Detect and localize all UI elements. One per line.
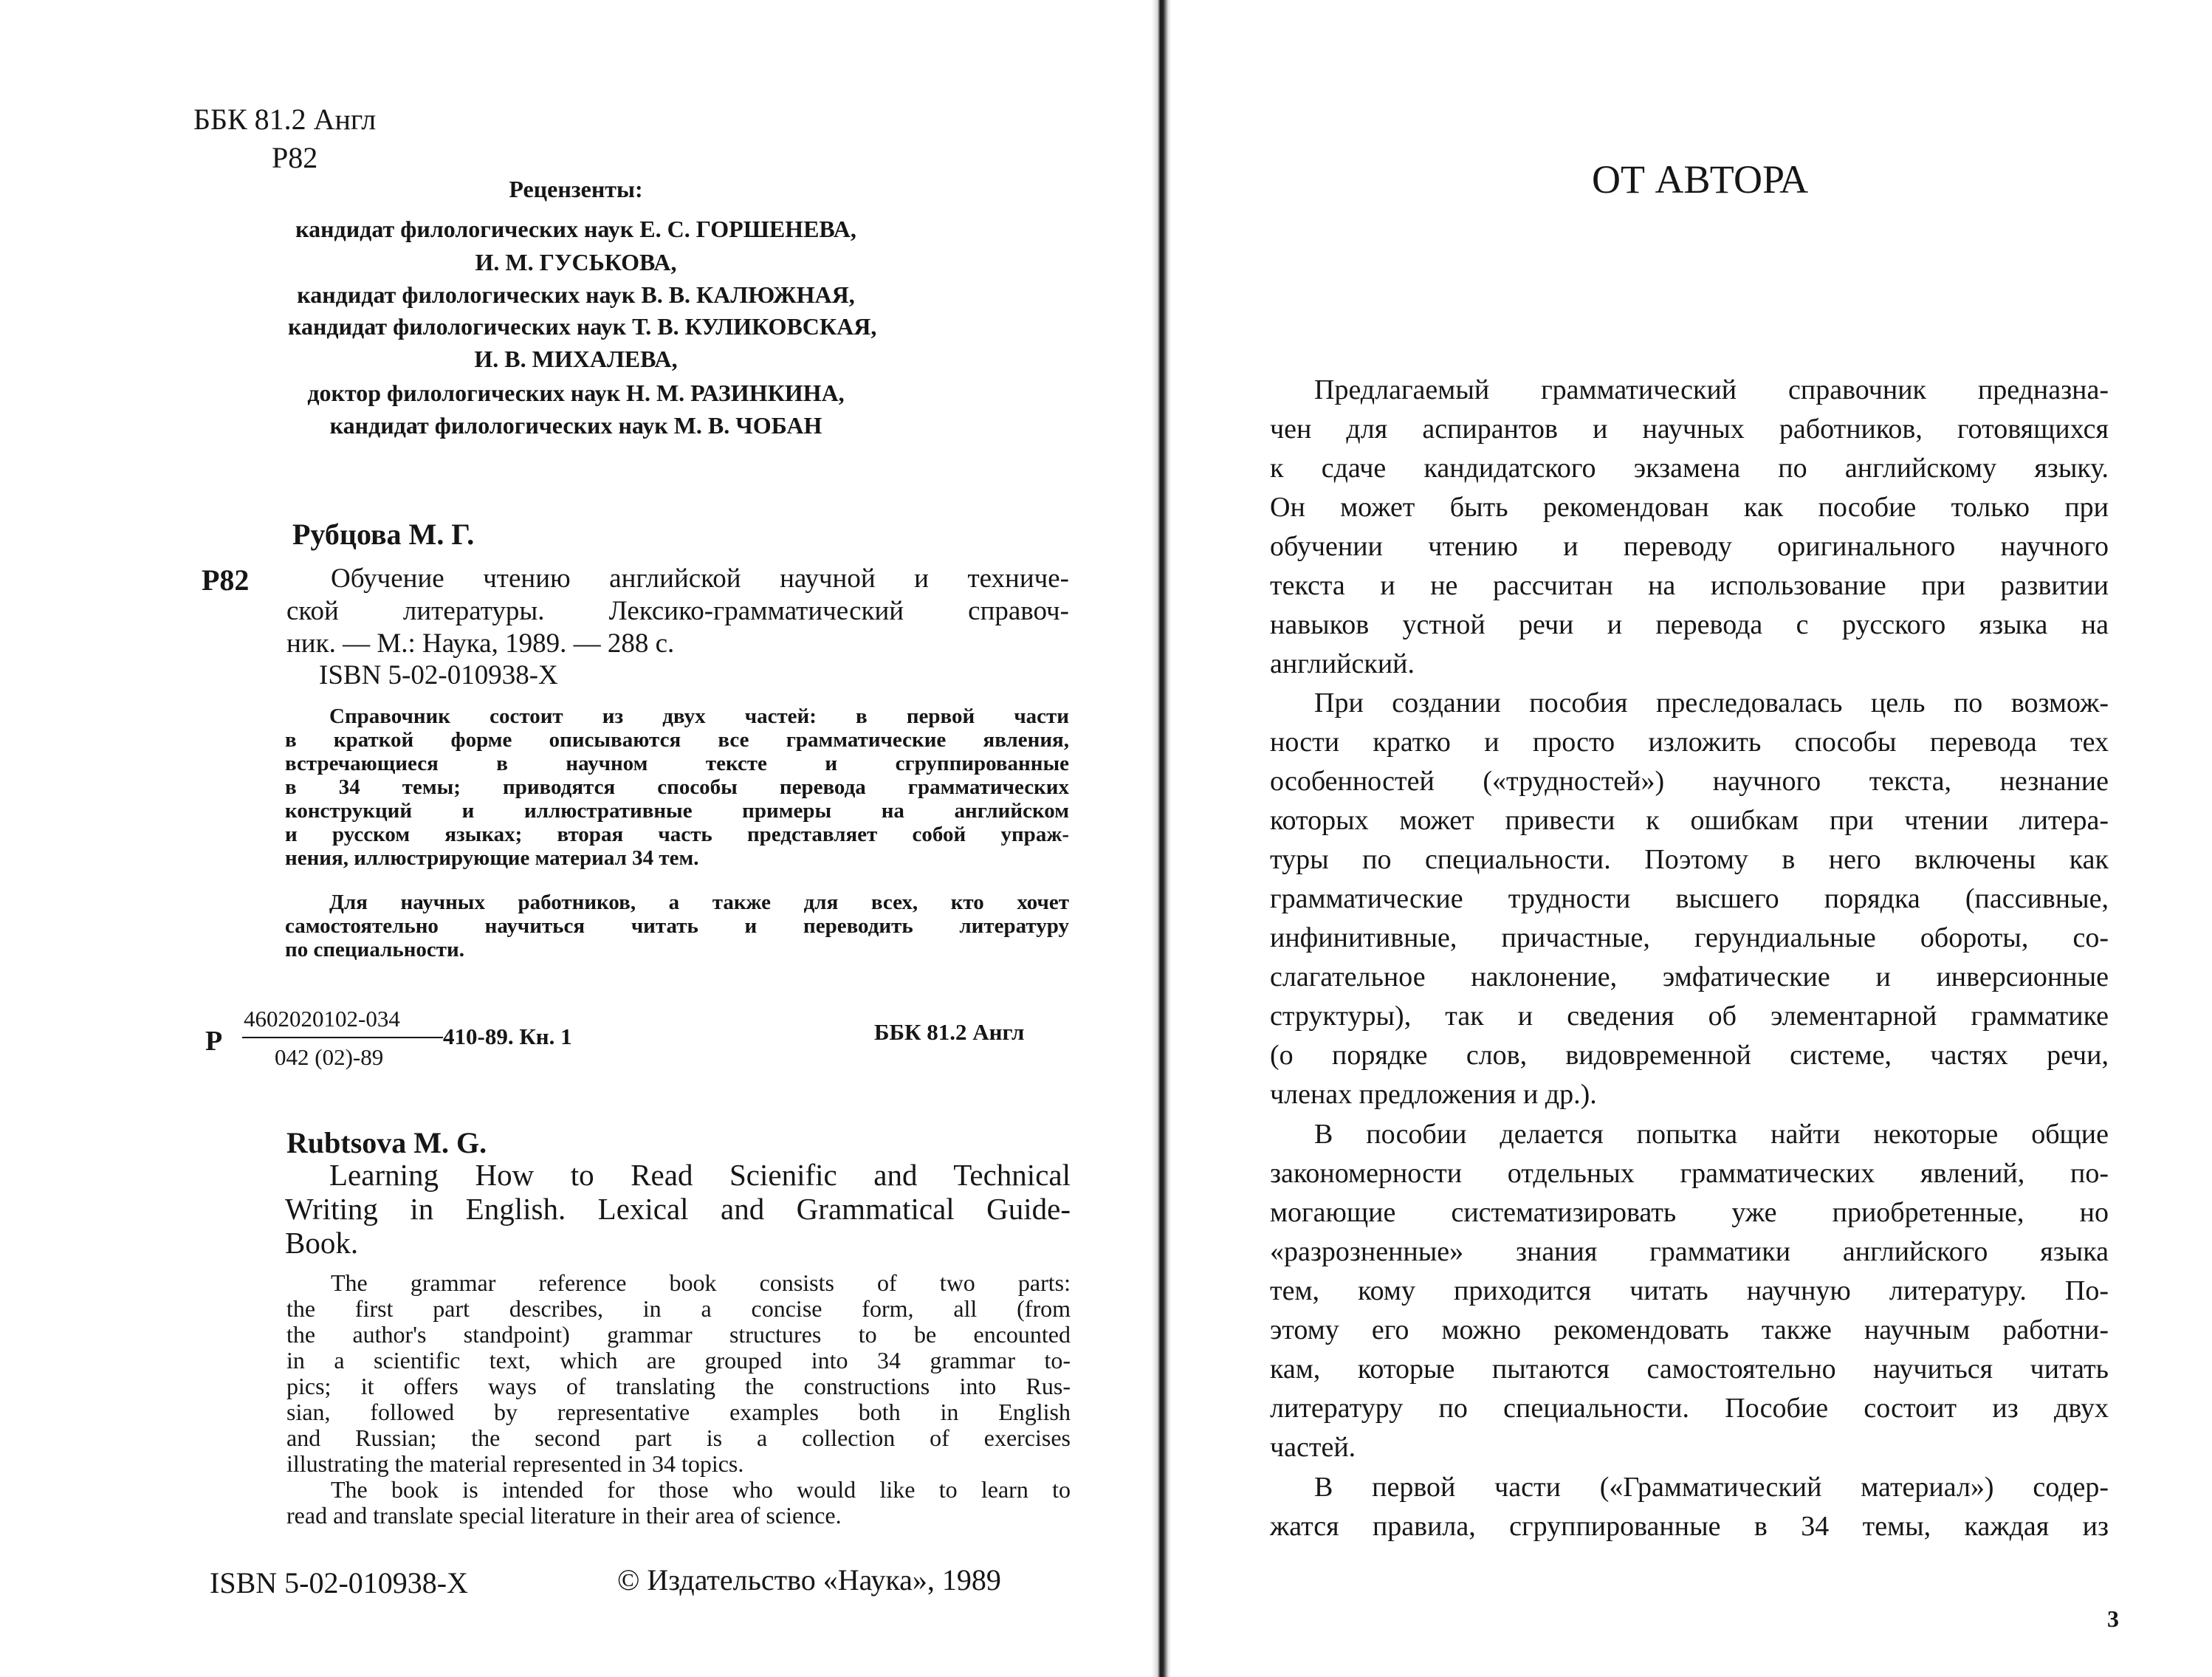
para-line: структуры), так и сведения об элементарной грамматике: [1270, 1001, 2109, 1032]
para-line: В первой части («Грамматический материал») содер-: [1314, 1472, 2109, 1503]
code-suffix: 410-89. Кн. 1: [443, 1023, 572, 1049]
para-line: слагательное наклонение, эмфатические и инверсионные: [1270, 961, 2109, 992]
reviewer-line: И. М. ГУСЬКОВА,: [475, 249, 677, 275]
ru-annotation-line: конструкций и иллюстративные примеры на английском: [285, 799, 1069, 823]
book-gutter: [1152, 0, 1171, 1677]
para-line: литературу по специальности. Пособие состоит из двух: [1270, 1393, 2109, 1424]
page-number: 3: [2107, 1605, 2119, 1632]
reviewer-line: кандидат филологических наук Т. В. КУЛИКОВСКАЯ,: [288, 313, 877, 340]
ru-audience-line: самостоятельно научиться читать и переводить литературу: [285, 914, 1069, 938]
en-annotation: [286, 1270, 1071, 1477]
ru-isbn: ISBN 5-02-010938-X: [319, 660, 558, 690]
para-line: текста и не рассчитан на использование при развитии: [1270, 570, 2109, 601]
en-annotation-line: the first part describes, in a concise form, all (from: [286, 1295, 1071, 1322]
ru-title-line: ской литературы. Лексико-грамматический справоч-: [286, 596, 1069, 626]
right-page: [1174, 0, 2212, 1677]
author-mark: Р82: [272, 141, 318, 174]
para-line: тем, кому приходится читать научную литературу. По-: [1270, 1275, 2109, 1306]
en-audience-line: The book is intended for those who would like to learn to: [331, 1476, 1071, 1503]
reviewers-heading: Рецензенты:: [509, 176, 643, 202]
ru-audience-line: по специальности.: [285, 938, 464, 961]
bbk-code: ББК 81.2 Англ: [193, 103, 377, 136]
ru-annotation-line: в 34 темы; приводятся способы перевода грамматических: [285, 775, 1069, 799]
para-line: частей.: [1270, 1432, 1356, 1463]
ru-audience: [285, 891, 1069, 961]
paragraph-3: [1270, 1115, 2109, 1467]
para-line: кам, которые пытаются самостоятельно научиться читать: [1270, 1354, 2109, 1385]
en-annotation-line: the author's standpoint) grammar structures to be encounted: [286, 1321, 1071, 1348]
ru-annotation-line: встречающиеся в научном тексте и сгруппированные: [285, 752, 1069, 775]
para-line: В пособии делается попытка найти некоторые общие: [1314, 1119, 2109, 1150]
para-line: закономерности отдельных грамматических явлений, по-: [1270, 1158, 2109, 1189]
copyright: © Издательство «Наука», 1989: [617, 1563, 1001, 1597]
en-annotation-line: in a scientific text, which are grouped into 34 grammar to-: [286, 1347, 1071, 1374]
ru-author: Рубцова М. Г.: [292, 518, 475, 551]
para-line: Предлагаемый грамматический справочник предназна-: [1314, 374, 2109, 405]
fraction-bar: [242, 1037, 443, 1038]
ru-annotation-line: нения, иллюстрирующие материал 34 тем.: [285, 846, 699, 870]
reviewer-line: кандидат филологических наук М. В. ЧОБАН: [329, 412, 822, 439]
ru-annotation: [285, 704, 1069, 870]
isbn-bottom: ISBN 5-02-010938-X: [210, 1566, 468, 1599]
en-audience-line: read and translate special literature in their area of science.: [286, 1502, 842, 1529]
paragraph-2: [1270, 684, 2109, 1114]
en-annotation-line: pics; it offers ways of translating the constructions into Rus-: [286, 1373, 1071, 1399]
ru-mark: Р82: [202, 563, 250, 597]
para-line: обучении чтению и переводу оригинального научного: [1270, 531, 2109, 562]
ru-annotation-line: в краткой форме описываются все грамматические явления,: [285, 728, 1069, 752]
en-annotation-line: and Russian; the second part is a collection of exercises: [286, 1424, 1071, 1451]
ru-annotation-line: и русском языках; вторая часть представляет собой упраж-: [285, 823, 1069, 846]
para-line: инфинитивные, причастные, герундиальные обороты, со-: [1270, 922, 2109, 953]
para-line: жатся правила, сгруппированные в 34 темы, каждая из: [1270, 1511, 2109, 1542]
ru-title: [286, 563, 1069, 660]
para-line: При создании пособия преследовалась цель по возмож-: [1314, 687, 2109, 719]
para-line: (о порядке слов, видовременной системе, частях речи,: [1270, 1040, 2109, 1071]
en-title-line: Learning How to Read Scienific and Technical: [329, 1158, 1071, 1192]
ru-title-line: Обучение чтению английской научной и техниче-: [331, 563, 1069, 594]
code-letter: Р: [205, 1026, 223, 1057]
reviewer-line: кандидат филологических наук Е. С. ГОРШЕНЕВА,: [295, 216, 856, 242]
para-line: членах предложения и др.).: [1270, 1079, 1597, 1110]
para-line: навыков устной речи и перевода с русского языка на: [1270, 609, 2109, 640]
en-annotation-line: The grammar reference book consists of two parts:: [331, 1269, 1071, 1296]
para-line: Он может быть рекомендован как пособие только при: [1270, 492, 2109, 523]
ru-annotation-line: Справочник состоит из двух частей: в первой части: [329, 704, 1069, 728]
code-denominator: 042 (02)-89: [275, 1044, 384, 1070]
paragraph-1: [1270, 371, 2109, 684]
code-numerator: 4602020102-034: [244, 1006, 400, 1032]
para-line: грамматические трудности высшего порядка (пассивные,: [1270, 883, 2109, 914]
para-line: особенностей («трудностей») научного текста, незнание: [1270, 766, 2109, 797]
reviewer-line: И. В. МИХАЛЕВА,: [474, 346, 678, 372]
paragraph-4: [1270, 1468, 2109, 1546]
reviewer-line: доктор филологических наук Н. М. РАЗИНКИНА,: [307, 380, 845, 406]
en-audience: [286, 1477, 1071, 1529]
para-line: этому его можно рекомендовать также научным работни-: [1270, 1314, 2109, 1345]
para-line: ности кратко и просто изложить способы перевода тех: [1270, 727, 2109, 758]
para-line: которых может привести к ошибкам при чтении литера-: [1270, 805, 2109, 836]
reviewer-line: кандидат филологических наук В. В. КАЛЮЖНАЯ,: [297, 281, 855, 308]
foreword-heading: ОТ АВТОРА: [1592, 157, 1809, 202]
en-author: Rubtsova M. G.: [286, 1126, 487, 1159]
en-title: [285, 1158, 1071, 1260]
en-annotation-line: sian, followed by representative examples both in English: [286, 1399, 1071, 1425]
en-annotation-line: illustrating the material represented in 34 topics.: [286, 1450, 744, 1477]
bbk-bottom: ББК 81.2 Англ: [874, 1019, 1025, 1045]
en-title-line: Book.: [285, 1226, 359, 1260]
para-line: чен для аспирантов и научных работников, готовящихся: [1270, 414, 2109, 445]
para-line: английский.: [1270, 648, 1415, 679]
para-line: «разрозненные» знания грамматики английского языка: [1270, 1236, 2109, 1267]
ru-title-line: ник. — М.: Наука, 1989. — 288 с.: [286, 628, 675, 659]
para-line: могающие систематизировать уже приобретенные, но: [1270, 1197, 2109, 1228]
ru-audience-line: Для научных работников, а также для всех, кто хочет: [329, 891, 1069, 914]
para-line: к сдаче кандидатского экзамена по английскому языку.: [1270, 453, 2109, 484]
en-title-line: Writing in English. Lexical and Grammatical Guide-: [285, 1192, 1071, 1226]
para-line: туры по специальности. Поэтому в него включены как: [1270, 844, 2109, 875]
